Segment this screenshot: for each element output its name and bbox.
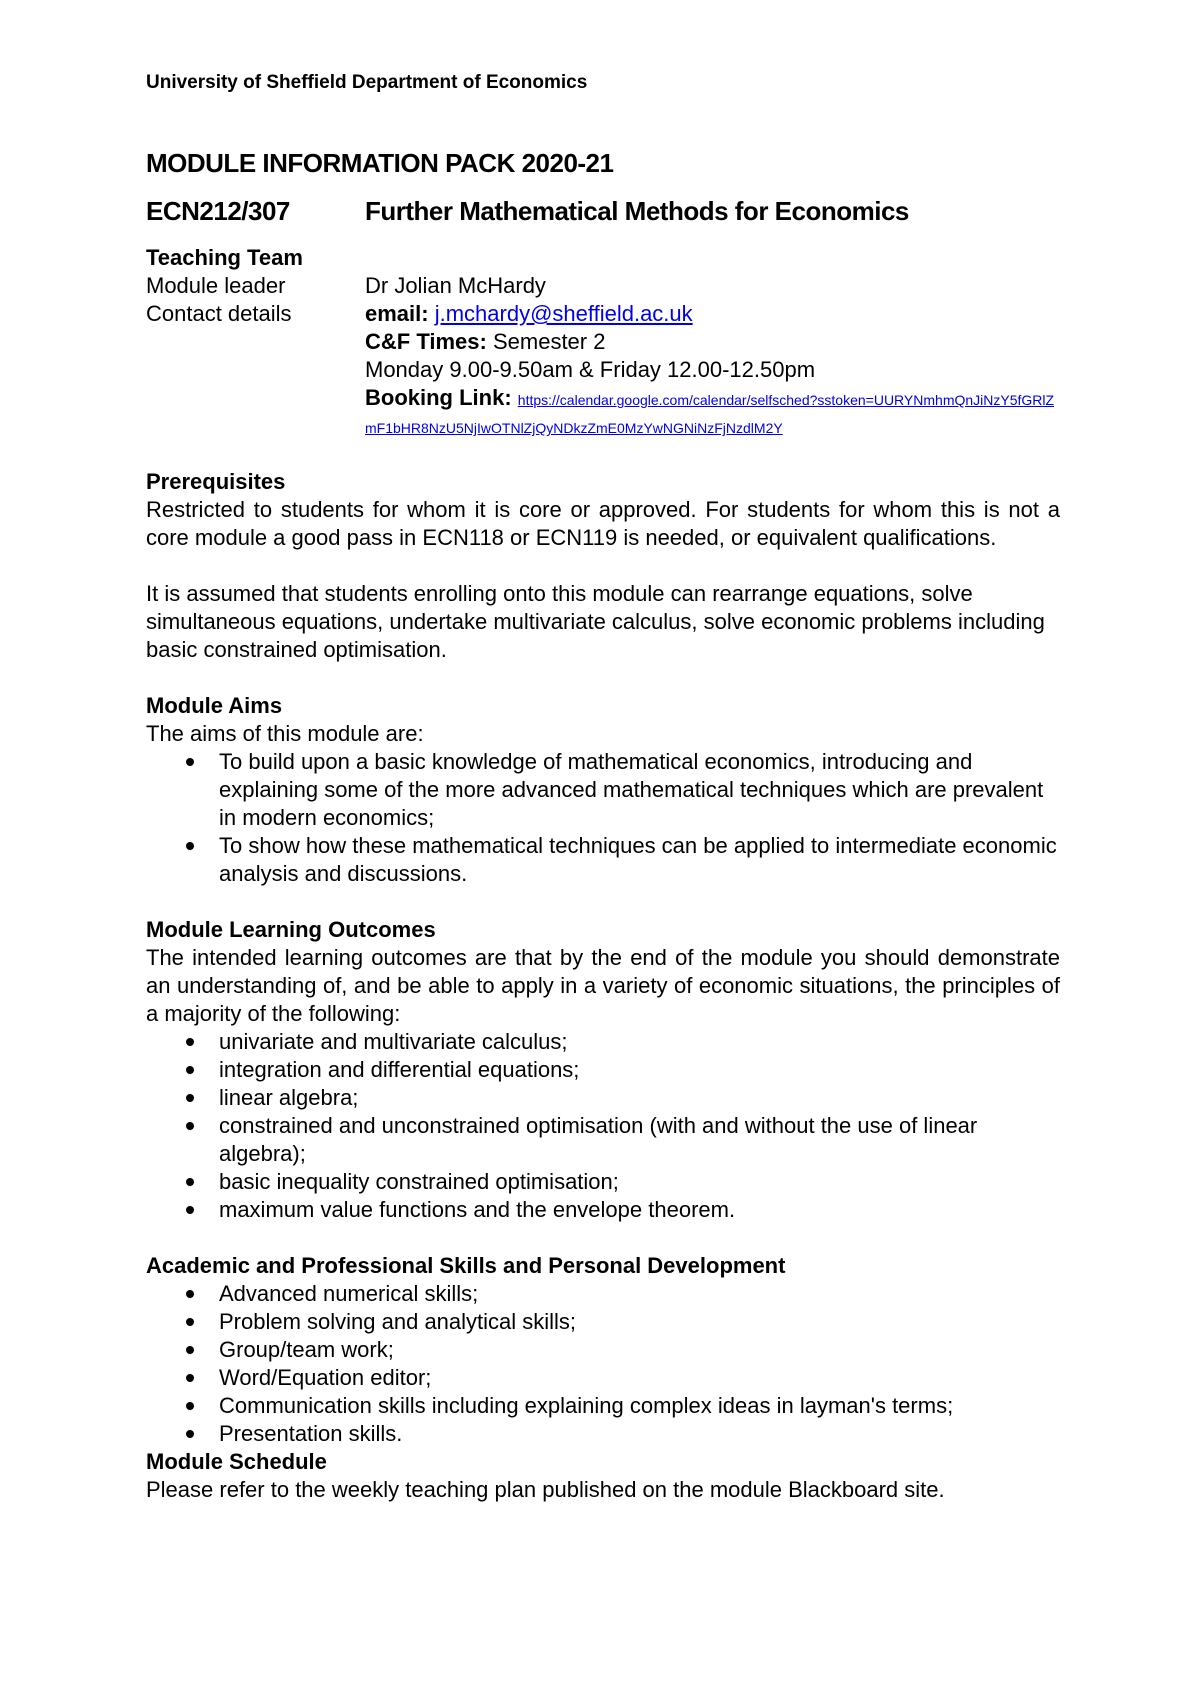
module-leader-name: Dr Jolian McHardy bbox=[365, 273, 546, 298]
bullet-icon bbox=[186, 1346, 194, 1354]
outcomes-intro: The intended learning outcomes are that by the end of the module you should demonstrate an understanding of, and be able to apply in a variety of economic situations, the principles of a majority of the following: bbox=[146, 945, 1060, 1026]
department-header: University of Sheffield Department of Economics bbox=[146, 72, 588, 93]
bullet-icon bbox=[186, 1038, 194, 1046]
contact-details-label: Contact details bbox=[146, 301, 292, 326]
document-content bbox=[146, 244, 1060, 1504]
schedule-heading: Module Schedule bbox=[146, 1449, 327, 1474]
list-item: To show how these mathematical techniques can be applied to intermediate economic analysis and discussions. bbox=[146, 832, 1060, 888]
teaching-team-table bbox=[146, 272, 1060, 440]
prerequisites-heading: Prerequisites bbox=[146, 469, 286, 494]
list-item: Problem solving and analytical skills; bbox=[146, 1308, 1060, 1336]
list-item: constrained and unconstrained optimisation (with and without the use of linear algebra); bbox=[146, 1112, 1060, 1168]
module-leader-label: Module leader bbox=[146, 273, 286, 298]
list-item: Group/team work; bbox=[146, 1336, 1060, 1364]
cf-times-row bbox=[365, 328, 1060, 356]
list-item: Advanced numerical skills; bbox=[146, 1280, 1060, 1308]
list-item: basic inequality constrained optimisation; bbox=[146, 1168, 1060, 1196]
list-item: To build upon a basic knowledge of mathematical economics, introducing and explaining some of the more advanced mathematical techniques which are prevalent in modern economics; bbox=[146, 748, 1060, 832]
office-hours-times: Monday 9.00-9.50am & Friday 12.00-12.50pm bbox=[365, 357, 816, 382]
cf-times-label: C&F Times: bbox=[365, 329, 487, 354]
bullet-icon bbox=[186, 1290, 194, 1298]
prerequisites-para-2: It is assumed that students enrolling onto this module can rearrange equations, solve simultaneous equations, undertake multivariate calculus, solve economic problems including basic constrained optimisation. bbox=[146, 581, 1045, 662]
bullet-icon bbox=[186, 758, 194, 766]
bullet-icon bbox=[186, 842, 194, 850]
bullet-icon bbox=[186, 1178, 194, 1186]
bullet-icon bbox=[186, 1066, 194, 1074]
bullet-icon bbox=[186, 1094, 194, 1102]
bullet-icon bbox=[186, 1122, 194, 1130]
bullet-icon bbox=[186, 1430, 194, 1438]
list-item: Communication skills including explaining complex ideas in layman's terms; bbox=[146, 1392, 1060, 1420]
module-title: Further Mathematical Methods for Economics bbox=[365, 196, 909, 226]
module-code: ECN212/307 bbox=[146, 196, 290, 226]
list-item: univariate and multivariate calculus; bbox=[146, 1028, 1060, 1056]
bullet-icon bbox=[186, 1206, 194, 1214]
skills-heading: Academic and Professional Skills and Personal Development bbox=[146, 1253, 786, 1278]
cf-times-value: Semester 2 bbox=[492, 329, 606, 354]
bullet-icon bbox=[186, 1402, 194, 1410]
list-item: integration and differential equations; bbox=[146, 1056, 1060, 1084]
booking-link[interactable]: https://calendar.google.com/calendar/selfsched?sstoken=UURYNmhmQnJiNzY5fGRlZmF1bHR8NzU5NjIwOTNlZjQyNDkzZmE0MzYwNGNiNzFjNzdlM2Y bbox=[365, 392, 1055, 436]
skills-list bbox=[146, 1280, 1060, 1448]
aims-intro: The aims of this module are: bbox=[146, 721, 424, 746]
bullet-icon bbox=[186, 1374, 194, 1382]
email-label: email: bbox=[365, 301, 429, 326]
list-item: Presentation skills. bbox=[146, 1420, 1060, 1448]
pack-title: MODULE INFORMATION PACK 2020-21 bbox=[146, 148, 614, 178]
aims-list bbox=[146, 748, 1060, 888]
list-item: maximum value functions and the envelope theorem. bbox=[146, 1196, 1060, 1224]
bullet-icon bbox=[186, 1318, 194, 1326]
email-row bbox=[365, 300, 1060, 328]
outcomes-list bbox=[146, 1028, 1060, 1224]
aims-heading: Module Aims bbox=[146, 693, 283, 718]
booking-row bbox=[365, 384, 1060, 440]
list-item: Word/Equation editor; bbox=[146, 1364, 1060, 1392]
list-item: linear algebra; bbox=[146, 1084, 1060, 1112]
email-link[interactable]: j.mchardy@sheffield.ac.uk bbox=[434, 301, 693, 326]
booking-label: Booking Link: bbox=[365, 385, 512, 410]
outcomes-heading: Module Learning Outcomes bbox=[146, 917, 436, 942]
schedule-text: Please refer to the weekly teaching plan published on the module Blackboard site. bbox=[146, 1477, 945, 1502]
prerequisites-para-1: Restricted to students for whom it is core or approved. For students for whom this is not a core module a good pass in ECN118 or ECN119 is needed, or equivalent qualifications. bbox=[146, 497, 1060, 550]
teaching-team-heading: Teaching Team bbox=[146, 245, 303, 270]
